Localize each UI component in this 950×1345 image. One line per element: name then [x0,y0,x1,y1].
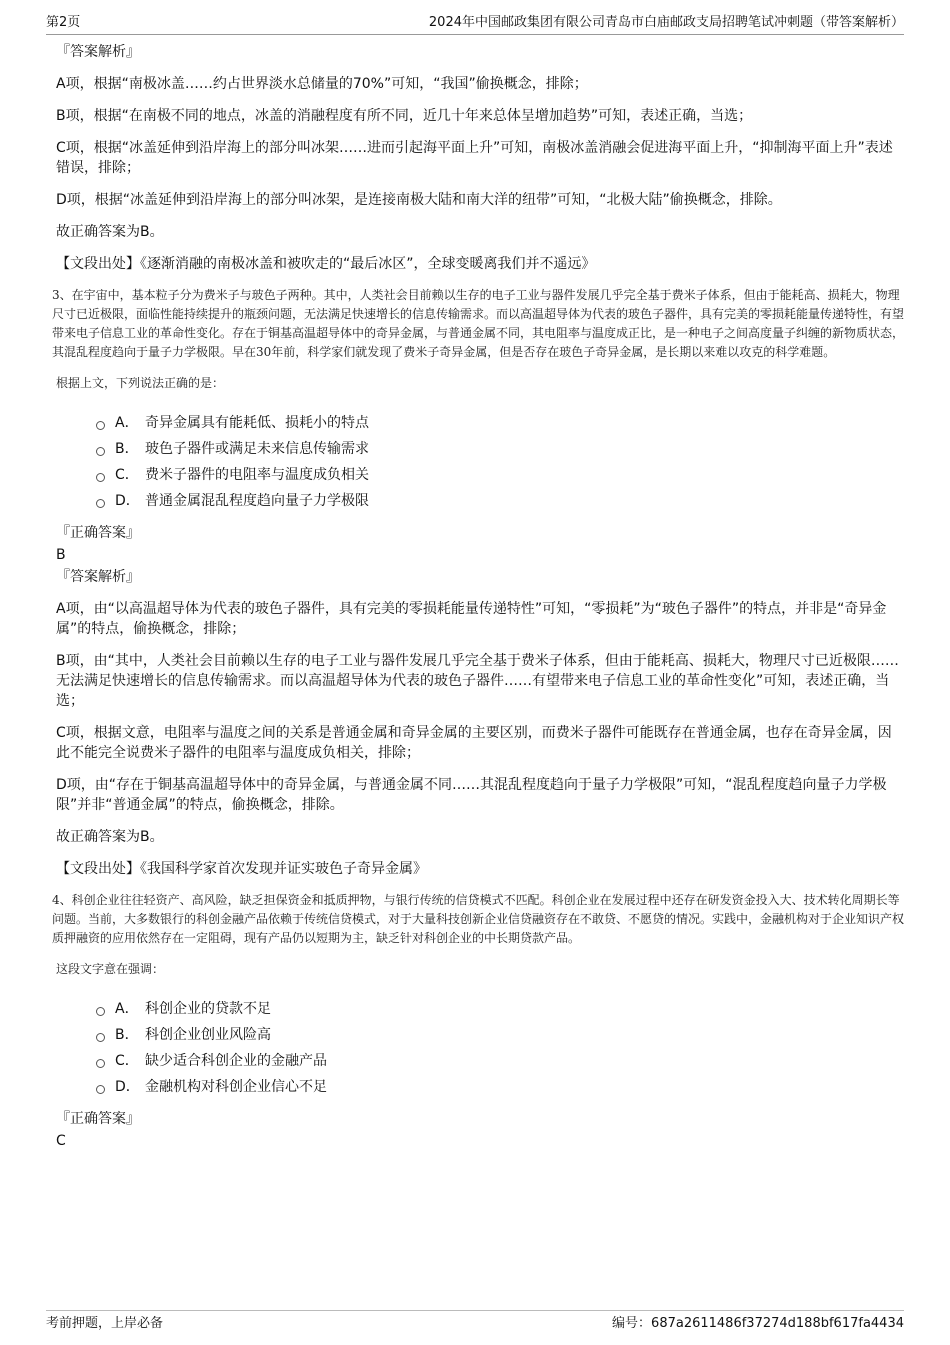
source-citation: 【文段出处】《我国科学家首次发现并证实玻色子奇异金属》 [56,861,427,877]
radio-icon[interactable] [96,1085,105,1094]
correct-answer: B [56,547,66,563]
analysis-a: A项，由“以高温超导体为代表的玻色子器件，具有完美的零损耗能量传递特性”可知，“零损耗”为“玻色子器件”的特点，并非是“奇异金属”的特点，偷换概念，排除； [56,601,887,637]
analysis-b: B项，根据“在南极不同的地点，冰盖的消融程度有所不同，近几十年来总体呈增加趋势”可知，表述正确，当选； [56,108,753,124]
correct-answer: C [56,1133,66,1149]
document-id: 编号：687a2611486f37274d188bf617fa4434 [612,1316,904,1331]
option-letter: C． [115,1053,139,1069]
option-text: 科创企业的贷款不足 [145,1001,271,1017]
option-text: 金融机构对科创企业信心不足 [145,1079,327,1095]
option-b[interactable] [96,435,904,461]
question-4-options [96,995,904,1099]
radio-icon[interactable] [96,421,105,430]
analysis-conclusion: 故正确答案为B。 [56,829,164,845]
option-text: 费米子器件的电阻率与温度成负相关 [145,467,369,483]
option-text: 奇异金属具有能耗低、损耗小的特点 [145,415,369,431]
correct-answer-label: 『正确答案』 [56,1111,140,1127]
option-text: 科创企业创业风险高 [145,1027,271,1043]
analysis-c: C项，根据文意，电阻率与温度之间的关系是普通金属和奇异金属的主要区别，而费米子器件可能既存在普通金属，也存在奇异金属，因此不能完全说费米子器件的电阻率与温度成负相关，排除； [56,725,892,761]
radio-icon[interactable] [96,1059,105,1068]
option-a[interactable] [96,409,904,435]
radio-icon[interactable] [96,499,105,508]
correct-answer-label: 『正确答案』 [56,525,140,541]
analysis-d: D项，由“存在于铜基高温超导体中的奇异金属，与普通金属不同……其混乱程度趋向于量子力学极限”可知，“混乱程度趋向量子力学极限”并非“普通金属”的特点，偷换概念，排除。 [56,777,887,813]
option-d[interactable] [96,1073,904,1099]
radio-icon[interactable] [96,1033,105,1042]
option-letter: A． [115,1001,139,1017]
question-3-text: 3、在宇宙中，基本粒子分为费米子与玻色子两种。其中，人类社会目前赖以生存的电子工业与器件发展几乎完全基于费米子体系，但由于能耗高、损耗大，物理尺寸已近极限，面临性能持续提升的瓶颈问题，无法满足快速增长的信息传输需求。而以高温超导体为代表的玻色子器件，具有完美的零损耗能量传递特性，有望带来电子信息工业的革命性变化。存在于铜基高温超导体中的奇异金属，与普通金属不同，其电阻率与温度成正比，是一种电子之间高度量子纠缠的新物质状态，其混乱程度趋向于量子力学极限。早在30年前，科学家们就发现了费米子奇异金属，但是否存在玻色子奇异金属，是长期以来难以攻克的科学难题。 [52,288,905,359]
option-letter: B． [115,1027,139,1043]
page-header [46,14,904,35]
option-c[interactable] [96,461,904,487]
radio-icon[interactable] [96,473,105,482]
source-citation: 【文段出处】《逐渐消融的南极冰盖和被吹走的“最后冰区”，全球变暖离我们并不遥远》 [56,256,596,272]
option-letter: C． [115,467,139,483]
analysis-conclusion: 故正确答案为B。 [56,224,164,240]
analysis-c: C项，根据“冰盖延伸到沿岸海上的部分叫冰架……进而引起海平面上升”可知，南极冰盖消融会促进海平面上升，“抑制海平面上升”表述错误，排除； [56,140,893,176]
question-4-prompt: 这段文字意在强调： [56,962,165,976]
analysis-d: D项，根据“冰盖延伸到沿岸海上的部分叫冰架，是连接南极大陆和南大洋的纽带”可知，“北极大陆”偷换概念，排除。 [56,192,782,208]
analysis-label: 『答案解析』 [56,569,140,585]
radio-icon[interactable] [96,447,105,456]
question-4-text: 4、科创企业往往轻资产、高风险，缺乏担保资金和抵质押物，与银行传统的信贷模式不匹配。科创企业在发展过程中还存在研发资金投入大、技术转化周期长等问题。当前，大多数银行的科创金融产品依赖于传统信贷模式，对于大量科技创新企业信贷融资存在不敢贷、不愿贷的情况。实践中，金融机构对于企业知识产权质押融资的应用依然存在一定阻碍，现有产品仍以短期为主，缺乏针对科创企业的中长期贷款产品。 [52,893,905,945]
option-b[interactable] [96,1021,904,1047]
document-body [52,42,905,1153]
option-c[interactable] [96,1047,904,1073]
radio-icon[interactable] [96,1007,105,1016]
footer-slogan: 考前押题，上岸必备 [46,1316,164,1331]
option-letter: D． [115,1079,140,1095]
option-a[interactable] [96,995,904,1021]
analysis-label: 『答案解析』 [56,44,140,60]
option-text: 普通金属混乱程度趋向量子力学极限 [145,493,369,509]
analysis-b: B项，由“其中，人类社会目前赖以生存的电子工业与器件发展几乎完全基于费米子体系，但由于能耗高、损耗大，物理尺寸已近极限……无法满足快速增长的信息传输需求。而以高温超导体为代表的玻色子器件……有望带来电子信息工业的革命性变化”可知，表述正确，当选； [56,653,899,709]
option-text: 玻色子器件或满足未来信息传输需求 [145,441,369,457]
option-text: 缺少适合科创企业的金融产品 [145,1053,327,1069]
question-3-options [96,409,904,513]
analysis-a: A项，根据“南极冰盖……约占世界淡水总储量的70%”可知，“我国”偷换概念，排除； [56,76,588,92]
question-3-prompt: 根据上文，下列说法正确的是： [56,376,225,390]
document-title: 2024年中国邮政集团有限公司青岛市白庙邮政支局招聘笔试冲刺题（带答案解析） [428,15,904,30]
page-number: 第2页 [46,15,81,30]
option-letter: D． [115,493,140,509]
option-letter: B． [115,441,139,457]
page-footer [46,1310,904,1331]
option-d[interactable] [96,487,904,513]
option-letter: A． [115,415,139,431]
